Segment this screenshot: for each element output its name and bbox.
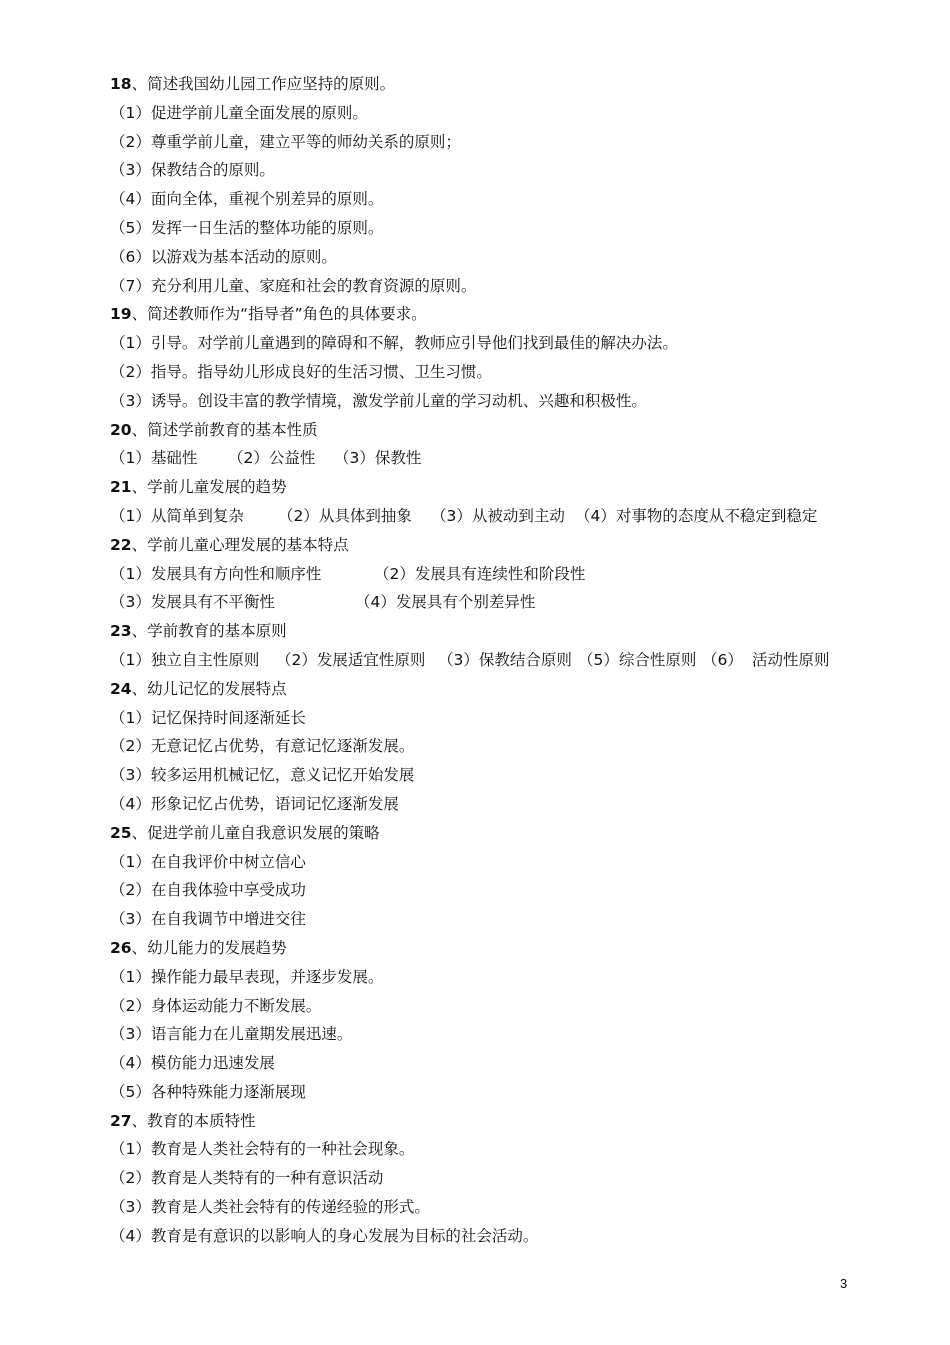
question-number: 25 bbox=[110, 823, 132, 842]
answer-item: （2）身体运动能力不断发展。 bbox=[110, 996, 322, 1015]
question-heading bbox=[110, 675, 890, 704]
answer-item: （1）从简单到复杂 bbox=[110, 506, 244, 525]
answer-item: （3）保教结合的原则。 bbox=[110, 161, 275, 180]
answer-item: （2）发展具有连续性和阶段性 bbox=[374, 564, 586, 583]
answer-item: 活动性原则 bbox=[752, 650, 830, 669]
answer-item: （2）从具体到抽象 bbox=[278, 506, 412, 525]
answer-item: （3）语言能力在儿童期发展迅速。 bbox=[110, 1025, 353, 1044]
question-number: 27 bbox=[110, 1111, 132, 1130]
answer-item: （3）发展具有不平衡性 bbox=[110, 593, 275, 612]
question-heading bbox=[110, 70, 890, 99]
question-title: 、促进学前儿童自我意识发展的策略 bbox=[131, 823, 380, 842]
answer-item: （3）从被动到主动 bbox=[431, 506, 565, 525]
question-number: 22 bbox=[110, 535, 132, 554]
question-title: 、幼儿能力的发展趋势 bbox=[131, 938, 287, 957]
answer-item: （1）促进学前儿童全面发展的原则。 bbox=[110, 103, 368, 122]
question-title: 、简述学前教育的基本性质 bbox=[131, 420, 318, 439]
answer-item: （1）发展具有方向性和顺序性 bbox=[110, 564, 322, 583]
question-heading bbox=[110, 473, 890, 502]
question-title: 、学前儿童发展的趋势 bbox=[131, 478, 287, 497]
answer-item: （2）发展适宜性原则 bbox=[276, 650, 426, 669]
answer-item: （7）充分利用儿童、家庭和社会的教育资源的原则。 bbox=[110, 276, 477, 295]
question-number: 23 bbox=[110, 622, 132, 641]
question-number: 21 bbox=[110, 478, 132, 497]
answer-item: （1）独立自主性原则 bbox=[110, 650, 260, 669]
question-heading bbox=[110, 1107, 890, 1136]
answer-row bbox=[110, 646, 890, 675]
answer-item: （5）综合性原则 bbox=[578, 650, 697, 669]
question-heading bbox=[110, 531, 890, 560]
answer-item: （5）发挥一日生活的整体功能的原则。 bbox=[110, 218, 384, 237]
question-number: 20 bbox=[110, 420, 132, 439]
answer-item: （4）教育是有意识的以影响人的身心发展为目标的社会活动。 bbox=[110, 1226, 539, 1245]
question-heading bbox=[110, 819, 890, 848]
question-number: 24 bbox=[110, 679, 132, 698]
answer-item: （3）诱导。创设丰富的教学情境，激发学前儿童的学习动机、兴趣和积极性。 bbox=[110, 391, 647, 410]
question-title: 、幼儿记忆的发展特点 bbox=[131, 679, 287, 698]
answer-item: （3）在自我调节中增进交往 bbox=[110, 910, 306, 929]
question-heading bbox=[110, 934, 890, 963]
question-title: 、学前儿童心理发展的基本特点 bbox=[131, 535, 349, 554]
document-body bbox=[110, 70, 890, 1251]
answer-row bbox=[110, 502, 890, 531]
question-title: 、简述我国幼儿园工作应坚持的原则。 bbox=[131, 75, 396, 93]
question-heading bbox=[110, 617, 890, 646]
answer-item: （1）在自我评价中树立信心 bbox=[110, 852, 306, 871]
question-number: 19 bbox=[110, 305, 132, 324]
answer-item: （1）教育是人类社会特有的一种社会现象。 bbox=[110, 1140, 415, 1159]
question-heading bbox=[110, 416, 890, 445]
answer-item: （2）教育是人类特有的一种有意识活动 bbox=[110, 1169, 384, 1188]
answer-item: （3）较多运用机械记忆，意义记忆开始发展 bbox=[110, 766, 415, 785]
answer-item: （2）在自我体验中享受成功 bbox=[110, 881, 306, 900]
answer-row bbox=[110, 444, 890, 473]
answer-item: （4）面向全体，重视个别差异的原则。 bbox=[110, 190, 384, 209]
answer-item: （2）无意记忆占优势，有意记忆逐渐发展。 bbox=[110, 737, 415, 756]
answer-item: （2）尊重学前儿童，建立平等的师幼关系的原则； bbox=[110, 132, 461, 151]
page-number: 3 bbox=[840, 1276, 848, 1291]
answer-item: （6）以游戏为基本活动的原则。 bbox=[110, 247, 337, 266]
question-title: 、教育的本质特性 bbox=[131, 1111, 256, 1130]
answer-item: （6） bbox=[702, 650, 743, 669]
answer-item: （4）对事物的态度从不稳定到稳定 bbox=[575, 506, 818, 525]
answer-item: （4）模仿能力迅速发展 bbox=[110, 1054, 275, 1073]
question-heading bbox=[110, 300, 890, 329]
answer-item: （2）指导。指导幼儿形成良好的生活习惯、卫生习惯。 bbox=[110, 362, 492, 381]
answer-item: （1）基础性 bbox=[110, 449, 198, 468]
answer-item: （3）保教性 bbox=[334, 449, 422, 468]
question-number: 26 bbox=[110, 938, 132, 957]
answer-item: （3）教育是人类社会特有的传递经验的形式。 bbox=[110, 1198, 430, 1217]
answer-row bbox=[110, 588, 890, 617]
answer-item: （3）保教结合原则 bbox=[438, 650, 572, 669]
answer-item: （1）引导。对学前儿童遇到的障碍和不解，教师应引导他们找到最佳的解决办法。 bbox=[110, 334, 678, 353]
answer-item: （2）公益性 bbox=[228, 449, 316, 468]
question-title: 、学前教育的基本原则 bbox=[131, 622, 287, 641]
answer-item: （4）形象记忆占优势，语词记忆逐渐发展 bbox=[110, 794, 399, 813]
answer-row bbox=[110, 560, 890, 589]
answer-item: （5）各种特殊能力逐渐展现 bbox=[110, 1082, 306, 1101]
question-number: 18 bbox=[110, 75, 132, 93]
answer-item: （1）记忆保持时间逐渐延长 bbox=[110, 708, 306, 727]
answer-item: （4）发展具有个别差异性 bbox=[355, 593, 536, 612]
question-title: 、简述教师作为“指导者”角色的具体要求。 bbox=[131, 305, 427, 324]
answer-item: （1）操作能力最早表现，并逐步发展。 bbox=[110, 967, 384, 986]
